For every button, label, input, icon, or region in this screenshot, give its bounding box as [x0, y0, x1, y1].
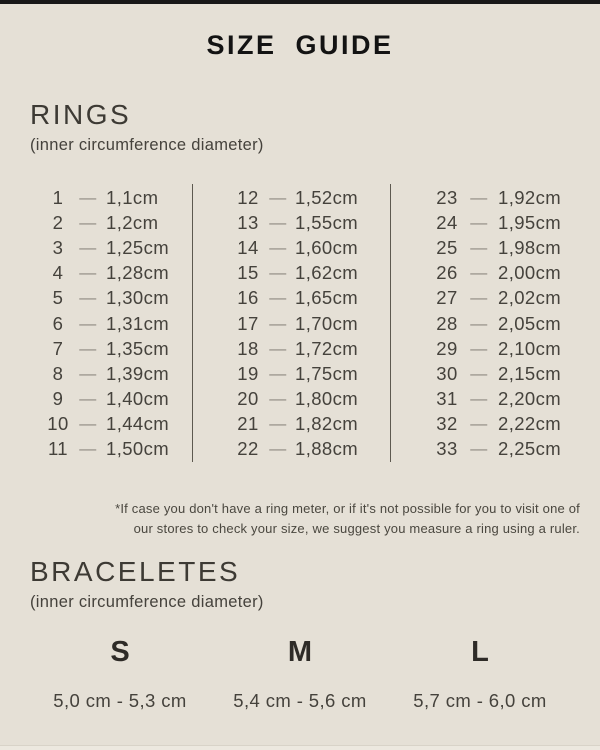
- dash-separator: —: [269, 439, 287, 459]
- ring-size-value: 2,02cm: [498, 287, 562, 309]
- ring-size-value: 1,52cm: [295, 186, 359, 208]
- ring-size-row: [30, 311, 192, 336]
- ring-size-row: [391, 235, 570, 260]
- ring-size-value: 1,80cm: [295, 388, 359, 410]
- ring-size-number: 22: [237, 438, 259, 460]
- ring-size-value: 1,40cm: [106, 388, 170, 410]
- ring-size-number: 12: [237, 186, 259, 208]
- dash-separator: —: [269, 288, 287, 308]
- rings-subheading: (inner circumference diameter): [30, 136, 264, 154]
- ring-size-value: 1,60cm: [295, 236, 359, 258]
- ring-size-number: 31: [436, 388, 458, 410]
- ring-size-number: 29: [436, 337, 458, 359]
- page-title: SIZE GUIDE: [206, 30, 394, 60]
- ring-size-row: [391, 210, 570, 235]
- dash-separator: —: [470, 212, 488, 232]
- dash-separator: —: [269, 389, 287, 409]
- ring-size-value: 1,30cm: [106, 287, 170, 309]
- ring-size-value: 2,20cm: [498, 388, 562, 410]
- ring-size-column-1: [30, 184, 193, 462]
- ring-size-value: 1,39cm: [106, 362, 170, 384]
- dash-separator: —: [79, 263, 97, 283]
- ring-size-number: 6: [52, 312, 64, 334]
- rings-heading: RINGS: [30, 99, 132, 130]
- top-border-bar: [0, 0, 600, 4]
- bracelet-size-labels: [30, 636, 570, 669]
- ring-size-value: 2,05cm: [498, 312, 562, 334]
- dash-separator: —: [470, 414, 488, 434]
- dash-separator: —: [269, 263, 287, 283]
- bracelet-size-label-m: M: [287, 636, 313, 669]
- bottom-edge: [0, 745, 600, 750]
- ring-size-row: [193, 185, 390, 210]
- bracelets-subheading: (inner circumference diameter): [30, 593, 264, 612]
- ring-size-row: [30, 336, 192, 361]
- dash-separator: —: [79, 237, 97, 257]
- dash-separator: —: [269, 313, 287, 333]
- ring-footnote: [30, 499, 580, 539]
- ring-size-row: [391, 437, 570, 462]
- ring-size-row: [193, 235, 390, 260]
- bracelets-heading: BRACELETES: [30, 556, 241, 588]
- dash-separator: —: [269, 414, 287, 434]
- ring-size-number: 4: [52, 262, 64, 284]
- ring-size-number: 5: [52, 287, 64, 309]
- ring-size-column-2: [193, 184, 391, 462]
- ring-size-row: [30, 286, 192, 311]
- ring-size-value: 1,82cm: [295, 413, 359, 435]
- ring-size-row: [391, 185, 570, 210]
- ring-size-row: [391, 311, 570, 336]
- ring-size-row: [193, 286, 390, 311]
- ring-size-row: [193, 361, 390, 386]
- ring-size-table: [30, 184, 570, 462]
- ring-size-row: [193, 336, 390, 361]
- bracelet-size-range-s: 5,0 cm - 5,3 cm: [53, 690, 187, 712]
- ring-size-row: [30, 387, 192, 412]
- ring-size-row: [30, 210, 192, 235]
- dash-separator: —: [470, 389, 488, 409]
- dash-separator: —: [79, 212, 97, 232]
- dash-separator: —: [269, 187, 287, 207]
- ring-size-value: 1,28cm: [106, 262, 170, 284]
- ring-size-value: 1,65cm: [295, 287, 359, 309]
- dash-separator: —: [79, 439, 97, 459]
- ring-size-row: [30, 361, 192, 386]
- dash-separator: —: [269, 212, 287, 232]
- ring-size-number: 19: [237, 362, 259, 384]
- dash-separator: —: [470, 263, 488, 283]
- ring-size-number: 30: [436, 362, 458, 384]
- ring-size-row: [391, 412, 570, 437]
- bracelet-size-range-m: 5,4 cm - 5,6 cm: [233, 690, 367, 712]
- dash-separator: —: [470, 288, 488, 308]
- dash-separator: —: [470, 439, 488, 459]
- ring-size-value: 2,15cm: [498, 362, 562, 384]
- dash-separator: —: [79, 363, 97, 383]
- ring-size-number: 13: [237, 211, 259, 233]
- dash-separator: —: [470, 187, 488, 207]
- bracelet-size-label-l: L: [471, 636, 489, 669]
- dash-separator: —: [470, 237, 488, 257]
- ring-size-row: [391, 261, 570, 286]
- ring-size-number: 33: [436, 438, 458, 460]
- ring-size-value: 2,00cm: [498, 262, 562, 284]
- ring-size-value: 2,10cm: [498, 337, 562, 359]
- ring-size-number: 14: [237, 236, 259, 258]
- dash-separator: —: [79, 313, 97, 333]
- ring-size-number: 9: [52, 388, 64, 410]
- ring-size-number: 11: [47, 438, 68, 460]
- ring-size-value: 1,75cm: [295, 362, 359, 384]
- ring-size-number: 3: [52, 236, 64, 258]
- ring-size-number: 24: [436, 211, 458, 233]
- ring-size-row: [391, 361, 570, 386]
- dash-separator: —: [470, 313, 488, 333]
- ring-size-number: 28: [436, 312, 458, 334]
- ring-size-number: 23: [436, 186, 458, 208]
- dash-separator: —: [269, 237, 287, 257]
- ring-size-number: 15: [237, 262, 259, 284]
- dash-separator: —: [79, 389, 97, 409]
- ring-size-row: [193, 387, 390, 412]
- ring-size-number: 25: [436, 236, 458, 258]
- ring-size-value: 1,1cm: [106, 186, 159, 208]
- ring-footnote-line2: our stores to check your size, we suggest you measure a ring using a ruler.: [133, 521, 580, 537]
- ring-size-value: 1,25cm: [106, 236, 170, 258]
- ring-size-number: 21: [237, 413, 259, 435]
- ring-size-value: 1,88cm: [295, 438, 359, 460]
- ring-size-number: 26: [436, 262, 458, 284]
- ring-footnote-line1: *If case you don't have a ring meter, or if it's not possible for you to visit one of: [115, 501, 580, 517]
- ring-size-row: [193, 210, 390, 235]
- ring-size-number: 1: [52, 186, 64, 208]
- ring-size-number: 20: [237, 388, 259, 410]
- ring-size-value: 2,25cm: [498, 438, 562, 460]
- dash-separator: —: [470, 338, 488, 358]
- ring-size-row: [193, 311, 390, 336]
- ring-size-value: 1,70cm: [295, 312, 359, 334]
- ring-size-number: 32: [436, 413, 458, 435]
- ring-size-row: [193, 261, 390, 286]
- ring-size-value: 1,95cm: [498, 211, 562, 233]
- ring-size-number: 7: [52, 337, 64, 359]
- ring-size-value: 1,92cm: [498, 186, 562, 208]
- dash-separator: —: [470, 363, 488, 383]
- rings-section: [30, 99, 600, 539]
- ring-size-value: 1,55cm: [295, 211, 359, 233]
- dash-separator: —: [79, 288, 97, 308]
- ring-size-row: [193, 412, 390, 437]
- ring-size-row: [30, 235, 192, 260]
- ring-size-row: [391, 387, 570, 412]
- ring-size-value: 1,50cm: [106, 438, 170, 460]
- ring-size-number: 10: [47, 413, 69, 435]
- ring-size-number: 27: [436, 287, 458, 309]
- dash-separator: —: [269, 363, 287, 383]
- ring-size-value: 1,31cm: [106, 312, 170, 334]
- ring-size-row: [30, 185, 192, 210]
- dash-separator: —: [269, 338, 287, 358]
- ring-size-value: 1,72cm: [295, 337, 359, 359]
- ring-size-value: 1,98cm: [498, 236, 562, 258]
- ring-size-number: 8: [52, 362, 64, 384]
- ring-size-value: 1,35cm: [106, 337, 170, 359]
- ring-size-column-3: [391, 184, 570, 462]
- ring-size-number: 17: [237, 312, 259, 334]
- ring-size-row: [30, 412, 192, 437]
- bracelets-section: [30, 556, 600, 712]
- ring-size-row: [193, 437, 390, 462]
- dash-separator: —: [79, 338, 97, 358]
- ring-size-row: [30, 437, 192, 462]
- ring-size-number: 18: [237, 337, 259, 359]
- dash-separator: —: [79, 414, 97, 434]
- ring-size-value: 1,62cm: [295, 262, 359, 284]
- ring-size-value: 1,2cm: [106, 211, 159, 233]
- ring-size-value: 1,44cm: [106, 413, 170, 435]
- bracelet-size-label-s: S: [110, 636, 130, 669]
- ring-size-row: [30, 261, 192, 286]
- ring-size-value: 2,22cm: [498, 413, 562, 435]
- ring-size-number: 16: [237, 287, 259, 309]
- ring-size-number: 2: [52, 211, 64, 233]
- dash-separator: —: [79, 187, 97, 207]
- ring-size-row: [391, 336, 570, 361]
- bracelet-size-ranges: [30, 690, 570, 712]
- bracelet-size-range-l: 5,7 cm - 6,0 cm: [413, 690, 547, 712]
- ring-size-row: [391, 286, 570, 311]
